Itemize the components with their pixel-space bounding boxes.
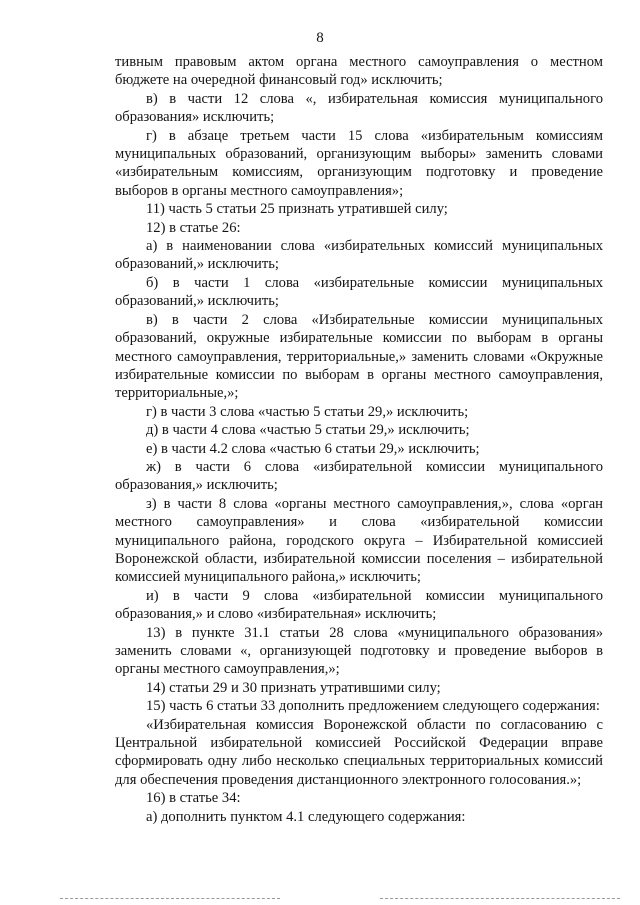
- paragraph-item-i-part-9: и) в части 9 слова «избирательной комиссии муниципального образования,» и слово «избирательная» исключить;: [115, 587, 603, 623]
- paragraph-item-g-part-3: г) в части 3 слова «частью 5 статьи 29,» исключить;: [146, 403, 469, 420]
- paragraph-quoted-sentence: «Избирательная комиссия Воронежской области по согласованию с Центральной избирательной комиссией Российской Федерации вправе сформировать одну либо несколько специальных территориальных комиссий для обеспечения проведения дистанционного электронного голосования.»;: [115, 716, 603, 788]
- paragraph-item-15: 15) часть 6 статьи 33 дополнить предложением следующего содержания:: [146, 698, 600, 715]
- paragraph-item-14: 14) статьи 29 и 30 признать утратившими силу;: [146, 679, 441, 696]
- paragraph-item-13: 13) в пункте 31.1 статьи 28 слова «муниципального образования» заменить словами «, организующей подготовку и проведение выборов в органы местного самоуправления,»;: [115, 624, 603, 678]
- paragraph-item-g-part-15: г) в абзаце третьем части 15 слова «избирательным комиссиям муниципальных образований, организующим выборы» заменить словами «избирательным комиссиям, организующим подготовку и проведение выборов в органы местного самоуправления»;: [115, 127, 603, 199]
- scan-edge-line: [380, 898, 620, 899]
- paragraph-item-v-part-2: в) в части 2 слова «Избирательные комиссии муниципальных образований, окружные избирательные комиссии по выборам в органы местного самоуправления, территориальные,» заменить словами «Окружные избирательные комиссии по выборам в органы местного самоуправления, территориальные,»;: [115, 311, 603, 402]
- scan-edge-line: [60, 898, 280, 899]
- document-body: [115, 53, 603, 826]
- paragraph-item-12: 12) в статье 26:: [146, 219, 241, 236]
- page-number: 8: [316, 30, 324, 46]
- paragraph-item-e-part-4-2: е) в части 4.2 слова «частью 6 статьи 29,» исключить;: [146, 440, 480, 457]
- paragraph-item-a-point-4-1: а) дополнить пунктом 4.1 следующего содержания:: [146, 808, 466, 825]
- paragraph-item-v-part-12: в) в части 12 слова «, избирательная комиссия муниципального образования» исключить;: [115, 90, 603, 126]
- paragraph-item-a-title: а) в наименовании слова «избирательных комиссий муниципальных образований,» исключить;: [115, 238, 603, 273]
- paragraph-continuation: тивным правовым актом органа местного самоуправления о местном бюджете на очередной финансовый год» исключить;: [115, 54, 603, 89]
- paragraph-item-d-part-4: д) в части 4 слова «частью 5 статьи 29,» исключить;: [146, 422, 470, 439]
- paragraph-item-zh-part-6: ж) в части 6 слова «избирательной комиссии муниципального образования,» исключить;: [115, 458, 603, 494]
- paragraph-item-b-part-1: б) в части 1 слова «избирательные комиссии муниципальных образований,» исключить;: [115, 274, 603, 310]
- paragraph-item-11: 11) часть 5 статьи 25 признать утратившей силу;: [146, 201, 448, 218]
- paragraph-item-16: 16) в статье 34:: [146, 790, 241, 807]
- paragraph-item-z-part-8: з) в части 8 слова «органы местного самоуправления,», слова «орган местного самоуправления» и слова «избирательной комиссии муниципального района, городского округа – Избирательной комиссией Воронежской области, избирательной комиссии поселения – избирательной комиссией муниципального района,» исключить;: [115, 495, 603, 586]
